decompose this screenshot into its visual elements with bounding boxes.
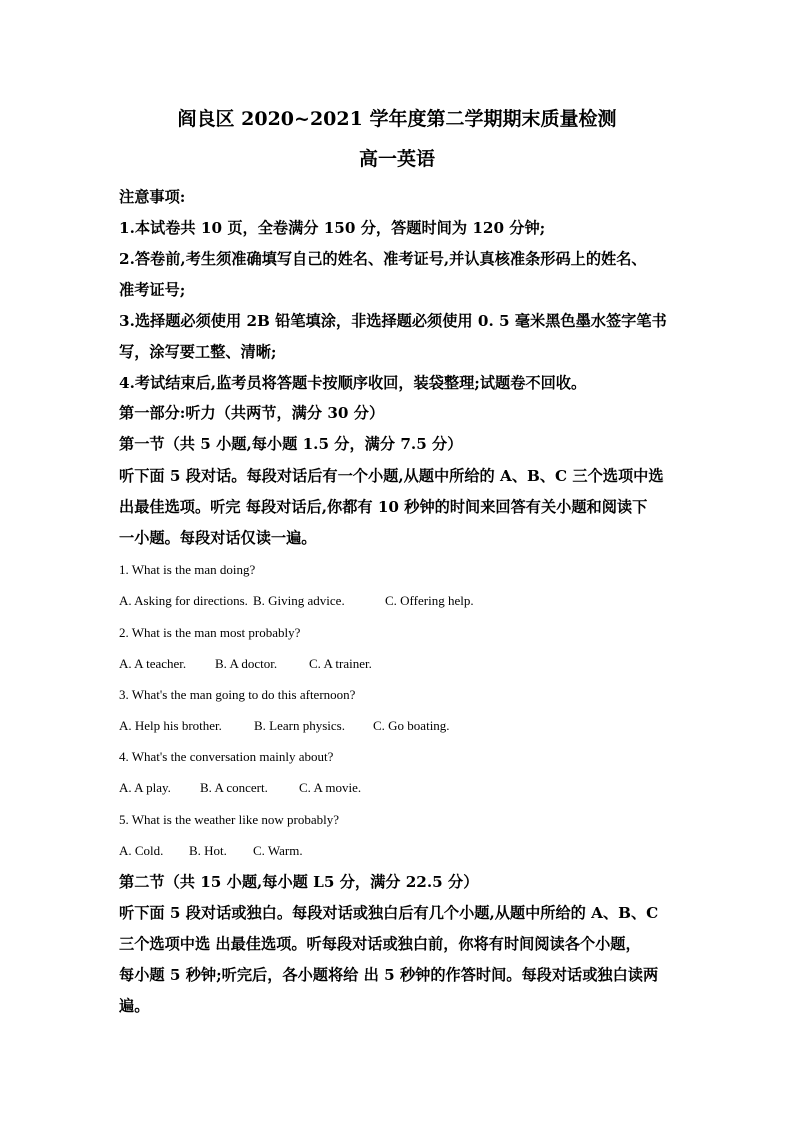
notes-item-2-line-2: 准考证号;	[119, 281, 186, 299]
question-3-options	[119, 717, 699, 734]
question-1-stem: 1. What is the man doing?	[119, 562, 256, 577]
exam-subject: 高一英语	[358, 148, 435, 170]
question-1-options	[119, 592, 699, 609]
question-5-stem: 5. What is the weather like now probably?	[119, 812, 339, 827]
section-1-instruction-line-3: 一小题。每段对话仅读一遍。	[119, 529, 317, 547]
question-5-option-b: B. Hot.	[189, 843, 227, 858]
notes-item-3-line-2: 写，涂写要工整、清晰;	[119, 343, 277, 361]
question-2-option-a: A. A teacher.	[119, 656, 187, 671]
section-2-instruction-line-4: 遍。	[119, 997, 150, 1015]
question-3-stem: 3. What's the man going to do this afternoon?	[119, 687, 356, 702]
question-4-option-a: A. A play.	[119, 780, 171, 795]
question-4-option-b: B. A concert.	[200, 780, 268, 795]
notes-item-3-line-1: 3.选择题必须使用 2B 铅笔填涂，非选择题必须使用 0. 5 毫米黑色墨水签字笔书	[119, 312, 667, 330]
section-2-heading: 第二节（共 15 小题,每小题 L5 分，满分 22.5 分）	[119, 873, 479, 891]
question-4-option-c: C. A movie.	[299, 780, 362, 795]
question-5-option-a: A. Cold.	[119, 843, 164, 858]
question-2-option-c: C. A trainer.	[309, 656, 372, 671]
section-1-heading: 第一节（共 5 小题,每小题 1.5 分，满分 7.5 分）	[119, 435, 463, 453]
section-2-instruction-line-3: 每小题 5 秒钟;听完后，各小题将给 出 5 秒钟的作答时间。每段对话或独白读两	[119, 966, 659, 984]
question-3-option-a: A. Help his brother.	[119, 718, 222, 733]
question-2-option-b: B. A doctor.	[215, 656, 278, 671]
question-4-options	[119, 779, 699, 796]
section-1-instruction-line-1: 听下面 5 段对话。每段对话后有一个小题,从题中所给的 A、B、C 三个选项中选	[119, 467, 664, 485]
question-3-option-b: B. Learn physics.	[254, 718, 345, 733]
exam-title: 阎良区 2020~2021 学年度第二学期期末质量检测	[177, 108, 617, 130]
question-1-option-b: B. Giving advice.	[253, 593, 345, 608]
notes-item-1: 1.本试卷共 10 页，全卷满分 150 分，答题时间为 120 分钟;	[119, 219, 546, 237]
question-3-option-c: C. Go boating.	[373, 718, 450, 733]
notes-item-4: 4.考试结束后,监考员将答题卡按顺序收回，装袋整理;试题卷不回收。	[119, 374, 587, 392]
question-5-option-c: C. Warm.	[253, 843, 303, 858]
question-1-option-a: A. Asking for directions.	[119, 593, 248, 608]
section-2-instruction-line-1: 听下面 5 段对话或独白。每段对话或独白后有几个小题,从题中所给的 A、B、C	[119, 904, 659, 922]
question-2-stem: 2. What is the man most probably?	[119, 625, 301, 640]
notes-item-2-line-1: 2.答卷前,考生须准确填写自己的姓名、准考证号,并认真核准条形码上的姓名、	[119, 250, 647, 268]
question-5-options	[119, 842, 699, 859]
section-2-instruction-line-2: 三个选项中选 出最佳选项。听每段对话或独白前，你将有时间阅读各个小题，	[119, 935, 641, 953]
notes-heading: 注意事项:	[119, 188, 186, 206]
section-1-instruction-line-2: 出最佳选项。听完 每段对话后,你都有 10 秒钟的时间来回答有关小题和阅读下	[119, 498, 648, 516]
part-1-heading: 第一部分:听力（共两节，满分 30 分）	[119, 404, 385, 422]
question-4-stem: 4. What's the conversation mainly about?	[119, 749, 334, 764]
question-1-option-c: C. Offering help.	[385, 593, 474, 608]
question-2-options	[119, 655, 699, 672]
